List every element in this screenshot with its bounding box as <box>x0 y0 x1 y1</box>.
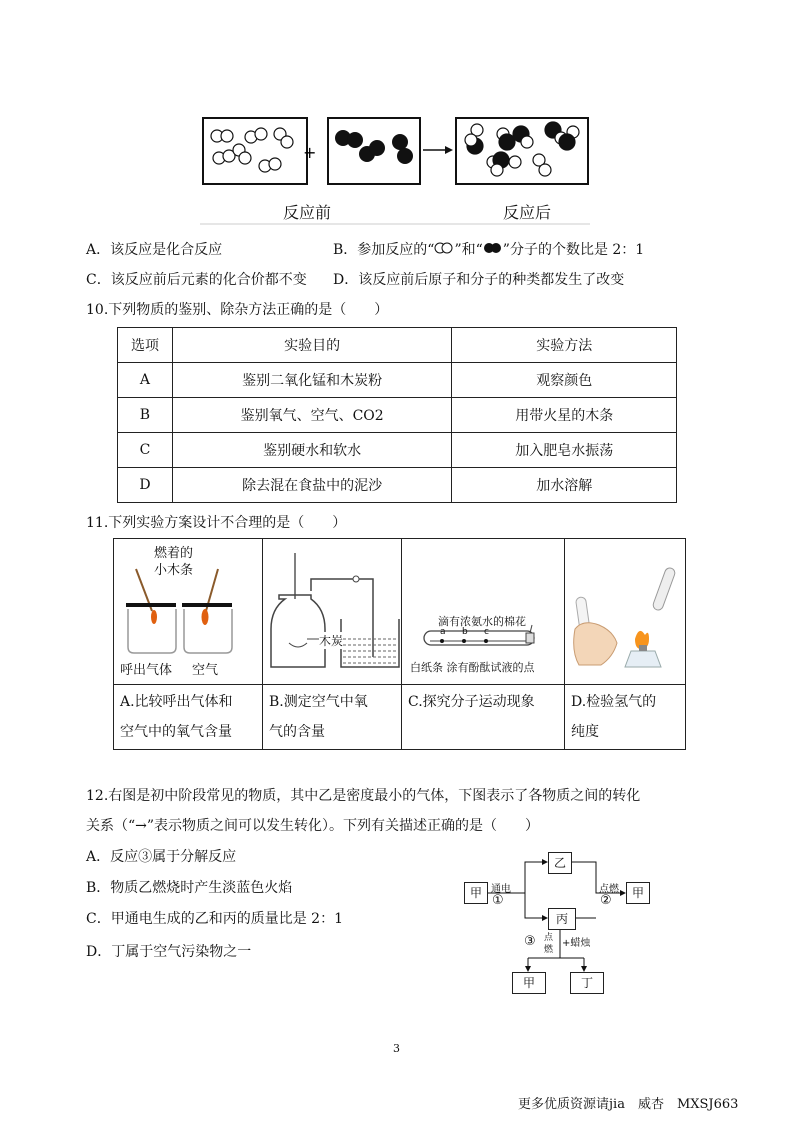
q11-table <box>113 538 686 750</box>
q11-option-b-line2: 气的含量 <box>269 724 325 740</box>
label-circle-3: ③ <box>524 934 536 949</box>
fig-c-bottom-label: 白纸条 涂有酚酞试液的点 <box>410 661 535 674</box>
q12-diagram <box>460 850 660 995</box>
label-circle-2: ② <box>600 893 612 908</box>
table-cell: A <box>118 363 173 398</box>
q11-fig-a <box>114 539 263 685</box>
product-molecules <box>465 122 579 176</box>
q10-stem: 10.下列物质的鉴别、除杂方法正确的是（ ） <box>86 302 389 318</box>
fig-a-top2: 小木条 <box>154 563 194 578</box>
node-yi: 乙 <box>548 852 572 874</box>
table-row <box>118 363 677 398</box>
label-tongdian: 通电 <box>491 884 511 895</box>
label-dianran: 点燃 <box>599 884 619 895</box>
black-molecule-icon <box>483 242 503 254</box>
table-cell: 鉴别二氧化锰和木炭粉 <box>172 363 452 398</box>
q12-stem-line2: 关系（“→”表示物质之间可以发生转化）。下列有关描述正确的是（ ） <box>86 818 540 834</box>
box-before-1 <box>203 118 307 184</box>
label-circle-1: ① <box>492 893 504 908</box>
table-cell: 鉴别氧气、空气、CO2 <box>172 398 452 433</box>
q9-option-c: C．该反应前后元素的化合价都不变 <box>86 272 307 288</box>
table-cell: 加水溶解 <box>452 468 677 503</box>
q11-options-row <box>114 685 686 750</box>
page-number: 3 <box>393 1042 400 1055</box>
q11-option-d <box>565 685 686 750</box>
black-molecules <box>335 130 413 164</box>
table-cell: 鉴别硬水和软水 <box>172 433 452 468</box>
table-row <box>118 433 677 468</box>
node-jia-left: 甲 <box>464 882 488 904</box>
dot-b: b <box>462 627 468 637</box>
fig-b-drawing <box>263 539 401 684</box>
table-header-row <box>118 328 677 363</box>
table-cell: 加入肥皂水振荡 <box>452 433 677 468</box>
caption-after: 反应后 <box>503 203 552 222</box>
caption-before: 反应前 <box>283 203 332 222</box>
q11-option-a-line1: A.比较呼出气体和 <box>120 694 233 710</box>
q12-option-a: A．反应③属于分解反应 <box>86 849 237 865</box>
q12-stem-line1: 12.右图是初中阶段常见的物质，其中乙是密度最小的气体，下图表示了各物质之间的转化 <box>86 788 641 804</box>
fig-d-drawing <box>565 539 685 684</box>
table-cell: 除去混在食盐中的泥沙 <box>172 468 452 503</box>
dot-a: a <box>440 627 446 637</box>
q12-option-d: D．丁属于空气污染物之一 <box>86 944 252 960</box>
q11-fig-d <box>565 539 686 685</box>
q11-fig-b <box>263 539 402 685</box>
q11-option-a-line2: 空气中的氧气含量 <box>120 724 232 740</box>
q11-stem: 11.下列实验方案设计不合理的是（ ） <box>86 515 347 531</box>
q11-option-a <box>114 685 263 750</box>
table-cell: B <box>118 398 173 433</box>
dot-c: c <box>484 627 489 637</box>
q11-option-d-line1: D.检验氢气的 <box>571 694 657 710</box>
white-molecules <box>211 128 293 172</box>
fig-a-left-label: 呼出气体 <box>120 663 173 678</box>
node-bing: 丙 <box>548 908 576 930</box>
q11-option-c-line1: C.探究分子运动现象 <box>408 694 535 710</box>
label-ran: 燃 <box>544 945 554 955</box>
header-cell: 选项 <box>118 328 173 363</box>
header-cell: 实验目的 <box>172 328 452 363</box>
q11-option-c <box>402 685 565 750</box>
node-ding: 丁 <box>570 972 604 994</box>
footer-watermark: 更多优质资源请jia 威杏 MXSJ663 <box>518 1097 739 1112</box>
fig-c-top-label: 滴有浓氨水的棉花 <box>438 615 526 628</box>
fig-a-top1: 燃着的 <box>154 546 194 561</box>
q9-reaction-figure <box>195 112 595 228</box>
fig-b-label: 木炭 <box>319 634 344 648</box>
table-row <box>118 398 677 433</box>
table-cell: C <box>118 433 173 468</box>
white-molecule-icon <box>434 242 454 254</box>
q12-option-b: B．物质乙燃烧时产生淡蓝色火焰 <box>86 880 293 896</box>
q9-option-a: A．该反应是化合反应 <box>86 242 223 258</box>
plus-sign: + <box>303 143 317 162</box>
table-cell: D <box>118 468 173 503</box>
q11-option-b-line1: B.测定空气中氧 <box>269 694 368 710</box>
q11-option-d-line2: 纯度 <box>571 724 599 740</box>
q11-option-b <box>263 685 402 750</box>
q9-option-b <box>333 240 644 260</box>
fig-a-right-label: 空气 <box>192 663 219 678</box>
table-cell: 观察颜色 <box>452 363 677 398</box>
table-cell: 用带火星的木条 <box>452 398 677 433</box>
node-jia-right: 甲 <box>626 882 650 904</box>
q9-option-b-post: ”分子的个数比是 2：1 <box>502 242 645 258</box>
q11-fig-c <box>402 539 565 685</box>
label-dian: 点 <box>544 933 554 943</box>
label-lazhu: +蜡烛 <box>562 938 591 949</box>
q11-figure-row <box>114 539 686 685</box>
table-row <box>118 468 677 503</box>
q12-option-c: C．甲通电生成的乙和丙的质量比是 2：1 <box>86 911 343 927</box>
header-cell: 实验方法 <box>452 328 677 363</box>
q10-table <box>117 327 677 503</box>
node-jia-bottom: 甲 <box>512 972 546 994</box>
q9-option-b-pre: B．参加反应的“ <box>333 242 435 258</box>
q9-option-b-mid: ”和“ <box>454 242 483 258</box>
q9-option-d: D．该反应前后原子和分子的种类都发生了改变 <box>333 272 625 288</box>
